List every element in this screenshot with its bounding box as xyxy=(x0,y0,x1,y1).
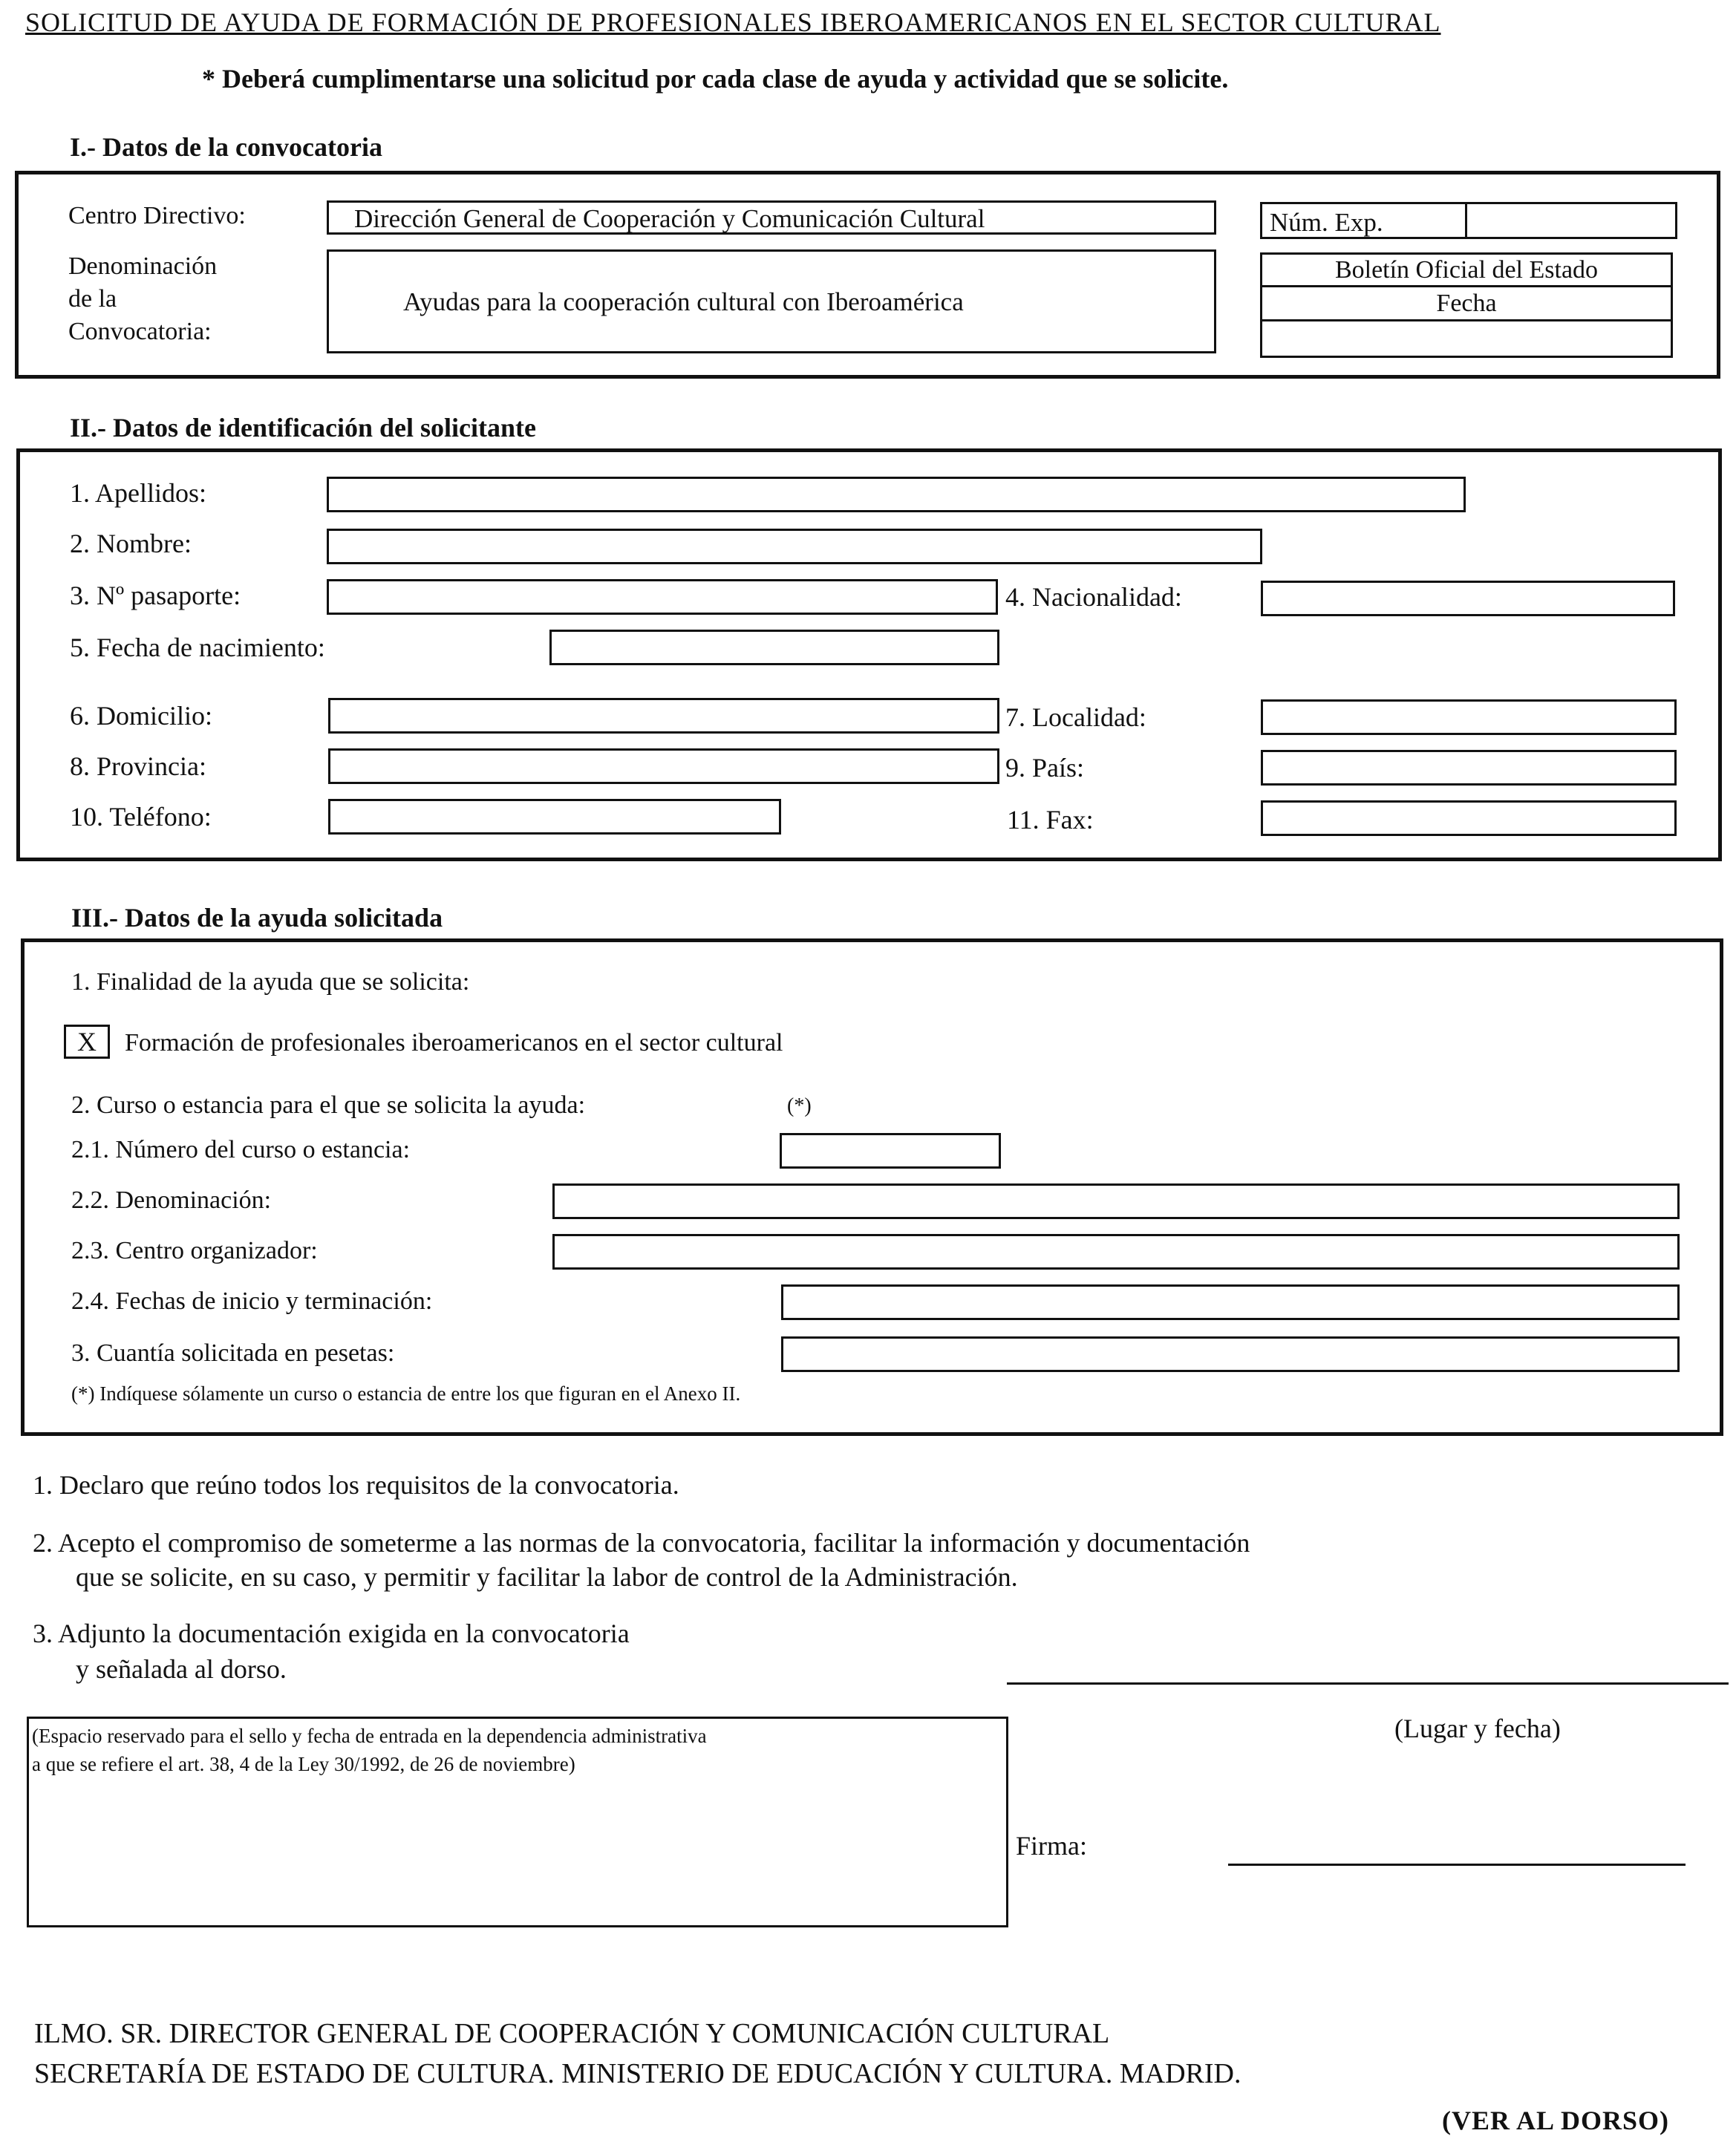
nacionalidad-label: 4. Nacionalidad: xyxy=(1005,582,1182,612)
denominacion-curso-label: 2.2. Denominación: xyxy=(71,1186,272,1214)
firma-line[interactable] xyxy=(1228,1864,1686,1866)
boe-label: Boletín Oficial del Estado xyxy=(1262,255,1671,287)
numero-curso-label: 2.1. Número del curso o estancia: xyxy=(71,1136,411,1163)
pasaporte-label: 3. Nº pasaporte: xyxy=(70,581,241,610)
nacionalidad-field[interactable] xyxy=(1261,581,1675,616)
formacion-checkbox[interactable]: X xyxy=(64,1025,110,1059)
declaration-2-line1: 2. Acepto el compromiso de someterme a las normas de la convocatoria, facilitar la información y documentación xyxy=(33,1528,1250,1558)
denominacion-label-2: de la xyxy=(68,285,117,313)
fecha-nacimiento-label: 5. Fecha de nacimiento: xyxy=(70,633,325,662)
form-title: SOLICITUD DE AYUDA DE FORMACIÓN DE PROFESIONALES IBEROAMERICANOS EN EL SECTOR CULTURAL xyxy=(25,7,1441,37)
telefono-label: 10. Teléfono: xyxy=(70,802,212,832)
denominacion-field[interactable] xyxy=(327,249,1216,353)
fax-field[interactable] xyxy=(1261,800,1677,836)
fecha-nacimiento-field[interactable] xyxy=(549,630,999,665)
denominacion-label-3: Convocatoria: xyxy=(68,318,212,345)
centro-organizador-field[interactable] xyxy=(552,1234,1680,1270)
telefono-field[interactable] xyxy=(328,799,781,835)
num-exp-label: Núm. Exp. xyxy=(1270,208,1383,237)
domicilio-field[interactable] xyxy=(328,698,999,734)
ver-al-dorso: (VER AL DORSO) xyxy=(1442,2106,1670,2135)
boe-fecha-label: Fecha xyxy=(1262,287,1671,321)
addressee-line-1: ILMO. SR. DIRECTOR GENERAL DE COOPERACIÓN Y COMUNICACIÓN CULTURAL xyxy=(34,2018,1110,2049)
formacion-checkbox-label: Formación de profesionales iberoamericanos en el sector cultural xyxy=(125,1029,783,1057)
pais-label: 9. País: xyxy=(1005,753,1085,783)
stamp-line-2: a que se refiere el art. 38, 4 de la Ley 30/1992, de 26 de noviembre) xyxy=(32,1753,575,1775)
localidad-label: 7. Localidad: xyxy=(1005,702,1146,732)
num-exp-field[interactable] xyxy=(1465,202,1677,239)
section2-heading: II.- Datos de identificación del solicitante xyxy=(70,413,536,443)
domicilio-label: 6. Domicilio: xyxy=(70,701,212,731)
nombre-label: 2. Nombre: xyxy=(70,529,192,558)
cuantia-field[interactable] xyxy=(781,1336,1680,1372)
nombre-field[interactable] xyxy=(327,529,1262,564)
cuantia-label: 3. Cuantía solicitada en pesetas: xyxy=(71,1339,395,1367)
apellidos-label: 1. Apellidos: xyxy=(70,478,207,508)
section1-heading: I.- Datos de la convocatoria xyxy=(70,132,382,162)
boe-fecha-field[interactable] xyxy=(1262,321,1671,356)
stamp-line-1: (Espacio reservado para el sello y fecha de entrada en la dependencia administrativa xyxy=(32,1725,707,1747)
boe-box xyxy=(1260,252,1673,358)
numero-curso-field[interactable] xyxy=(780,1133,1001,1169)
declaration-1: 1. Declaro que reúno todos los requisitos de la convocatoria. xyxy=(33,1470,679,1500)
curso-label: 2. Curso o estancia para el que se solicita la ayuda: xyxy=(71,1091,586,1119)
fechas-field[interactable] xyxy=(781,1284,1680,1320)
centro-directivo-field[interactable] xyxy=(327,200,1216,235)
addressee-line-2: SECRETARÍA DE ESTADO DE CULTURA. MINISTERIO DE EDUCACIÓN Y CULTURA. MADRID. xyxy=(34,2058,1241,2089)
provincia-field[interactable] xyxy=(328,748,999,784)
declaration-3-line1: 3. Adjunto la documentación exigida en la convocatoria xyxy=(33,1619,630,1648)
centro-organizador-label: 2.3. Centro organizador: xyxy=(71,1237,318,1264)
pais-field[interactable] xyxy=(1261,750,1677,786)
apellidos-field[interactable] xyxy=(327,477,1466,512)
centro-directivo-value: Dirección General de Cooperación y Comunicación Cultural xyxy=(354,204,985,233)
form-note: * Deberá cumplimentarse una solicitud por cada clase de ayuda y actividad que se solicite. xyxy=(202,64,1229,94)
stamp-box xyxy=(27,1717,1008,1927)
section3-heading: III.- Datos de la ayuda solicitada xyxy=(71,903,443,933)
section3-footnote: (*) Indíquese sólamente un curso o estancia de entre los que figuran en el Anexo II. xyxy=(71,1382,741,1405)
firma-label: Firma: xyxy=(1016,1831,1087,1861)
localidad-field[interactable] xyxy=(1261,699,1677,735)
pasaporte-field[interactable] xyxy=(327,579,998,615)
declaration-3-line2: y señalada al dorso. xyxy=(76,1654,287,1684)
declaration-2-line2: que se solicite, en su caso, y permitir y facilitar la labor de control de la Administración. xyxy=(76,1562,1018,1592)
centro-directivo-label: Centro Directivo: xyxy=(68,202,246,229)
denominacion-label-1: Denominación xyxy=(68,252,218,280)
lugar-fecha-line[interactable] xyxy=(1007,1682,1729,1685)
finalidad-label: 1. Finalidad de la ayuda que se solicita: xyxy=(71,968,470,996)
denominacion-curso-field[interactable] xyxy=(552,1183,1680,1219)
curso-note: (*) xyxy=(787,1094,812,1117)
denominacion-value: Ayudas para la cooperación cultural con Iberoamérica xyxy=(403,287,964,316)
num-exp-box xyxy=(1260,202,1673,239)
provincia-label: 8. Provincia: xyxy=(70,751,206,781)
fax-label: 11. Fax: xyxy=(1007,805,1094,835)
fechas-label: 2.4. Fechas de inicio y terminación: xyxy=(71,1287,433,1315)
lugar-fecha-label: (Lugar y fecha) xyxy=(1394,1714,1561,1743)
